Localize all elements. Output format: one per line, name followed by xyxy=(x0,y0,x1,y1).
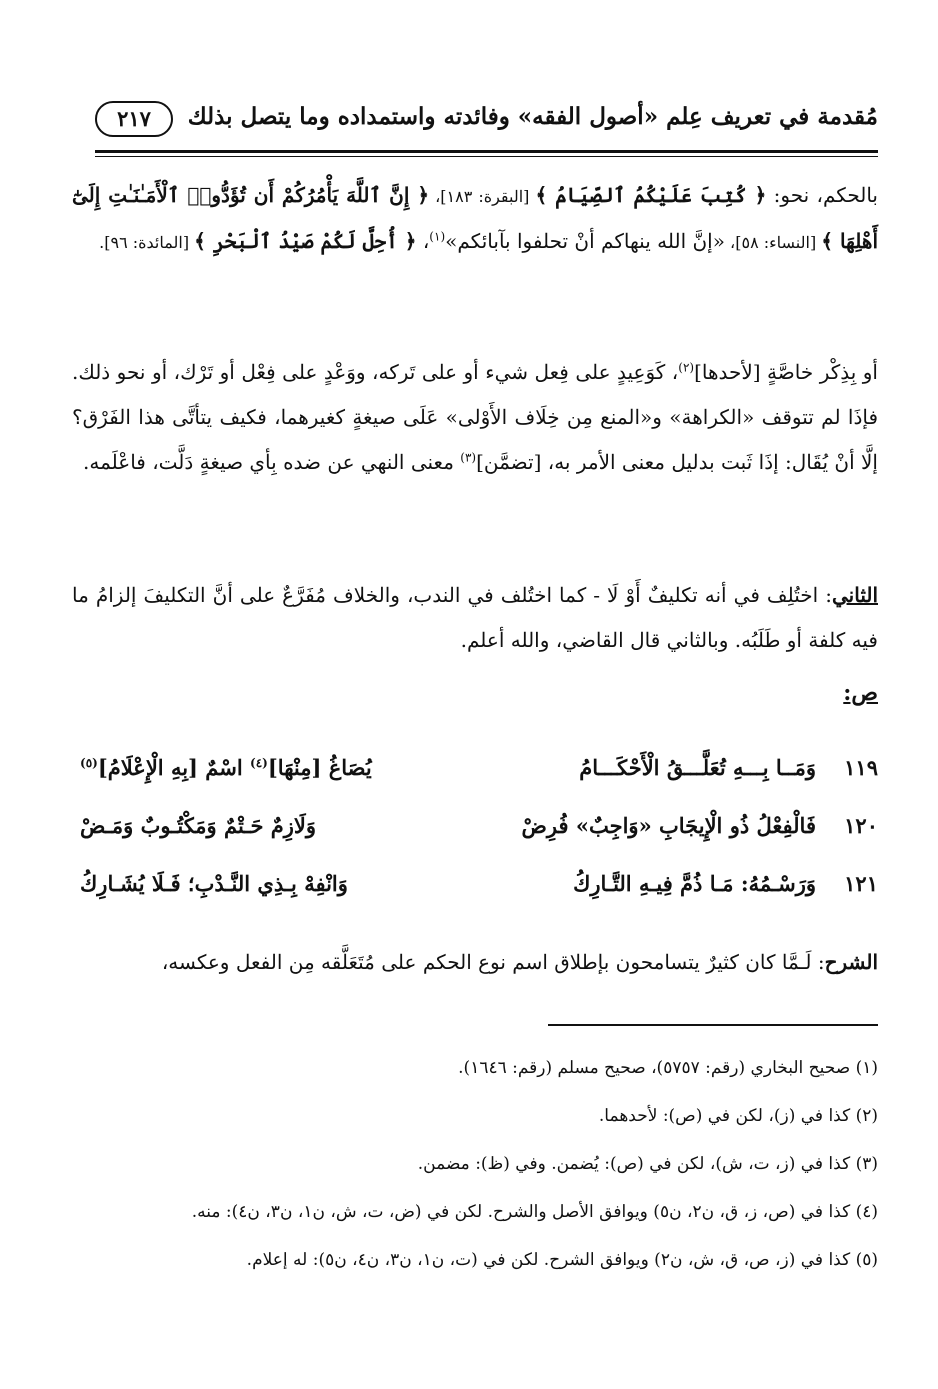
footnote-1: (١) صحيح البخاري (رقم: ٥٧٥٧)، صحيح مسلم (رقم: ١٦٤٦). xyxy=(458,1058,878,1078)
verse-first-hemistich: فَالْفِعْلُ ذُو الْإِيجَابِ «وَاجِبٌ» فُرِضْ xyxy=(521,813,816,838)
para2-text-2: ، كَوَعِيدٍ على فِعل شيء أو على تَركه، ووَعْدٍ على فِعْل أو تَرْك، أو نحو ذلك. فإذَا لم تتوقف «الكراهة» و«المنع مِن خِلَاف الأَوْلى» عَلَى صيغةٍ كغيرهما، فكيف يتأتَّى هذا الفَرْق؟ إلَّا أنْ يُقَال: إذَا ثَبت بدليل معنى الأمر به، [تضمَّن] xyxy=(72,360,878,474)
para3-lead: الثاني xyxy=(831,583,878,607)
footnote-marker-1: (١) xyxy=(429,229,446,244)
verse-second-hemistich xyxy=(80,755,372,780)
commentary-text: : لَـمَّا كان كثيرٌ يتسامحون بإطلاق اسم نوع الحكم على مُتَعَلَّقه مِن الفعل وعكسه، xyxy=(161,950,825,974)
verse-first-hemistich: وَرَسْـمُهُ: مَـا ذُمَّ فِيـهِ التَّـارِكُ xyxy=(573,871,816,896)
page-number: ٢١٧ xyxy=(95,101,173,137)
footnote-3: (٣) كذا في (ز، ت، ش)، لكن في (ص): يُضمن. وفي (ظ): مضمن. xyxy=(417,1154,878,1174)
verse-line xyxy=(80,745,878,803)
verse-second-hemistich: وَانْفِهْ بِـذِي النَّـدْبِ؛ فَـلَا يُشَـارِكُ xyxy=(80,871,348,896)
header-rule-thick xyxy=(95,150,878,153)
footnote-2: (٢) كذا في (ز)، لكن في (ص): لأحدهما. xyxy=(598,1106,878,1126)
para2-text-1: أو بِذِكْر خاصَّةٍ [لأحدها] xyxy=(694,360,878,384)
commentary-lead: الشرح xyxy=(824,950,878,974)
hadith-quote: «إنَّ الله ينهاكم أنْ تحلفوا بآبائكم» xyxy=(445,229,725,253)
quran-quote-3: ﴿ أُحِلَّ لَكُمْ صَيْدُ ٱلْبَحْرِ ﴾ xyxy=(194,229,417,253)
quran-quote-1: ﴿ كُتِبَ عَلَيْكُمُ ٱلصِّيَامُ ﴾ xyxy=(535,183,767,207)
surah-ref-1: [البقرة: ١٨٣]، xyxy=(429,187,536,206)
footnote-marker-3: (٣) xyxy=(460,450,477,465)
verse-second-hemistich: وَلَازِمٌ حَـتْمٌ وَمَكْتُـوبٌ وَمَـضْ xyxy=(80,813,317,838)
paragraph-1 xyxy=(72,173,878,265)
footnote-marker-2: (٢) xyxy=(678,360,695,375)
para1-text-3: ، xyxy=(416,229,430,253)
footnote-marker-4: (٤) xyxy=(250,756,268,770)
verse-number: ١١٩ xyxy=(844,755,878,780)
paragraph-2 xyxy=(72,350,878,485)
hemistich-part: اسْمٌ [بِهِ الْإِعْلَامُ] xyxy=(97,755,251,780)
verse-line xyxy=(80,803,878,861)
para1-text-1: بالحكم، نحو: xyxy=(766,183,878,207)
paragraph-3 xyxy=(72,573,878,663)
footnote-separator xyxy=(548,1024,878,1026)
running-header xyxy=(95,95,878,145)
commentary-paragraph xyxy=(60,940,878,985)
para3-text: : اختُلِف في أنه تكليفٌ أَوْ لَا - كما اختُلف في الندب، والخلاف مُفَرَّعٌ على أنَّ التكليفَ إلزامُ ما فيه كلفة أو طَلَبُه. وبالثاني قال القاضي، والله أعلم. xyxy=(72,583,878,652)
header-title: مُقدمة في تعريف عِلم «أصول الفقه» وفائدته واستمداده وما يتصل بذلك xyxy=(187,103,878,130)
hemistich-part: يُصَاغُ [مِنْهَا] xyxy=(267,755,372,780)
verse-line xyxy=(80,861,878,919)
matn-label: ص: xyxy=(843,680,878,706)
header-rule-thin xyxy=(95,156,878,157)
footnote-marker-5: (٥) xyxy=(80,756,98,770)
verse-number: ١٢١ xyxy=(844,871,878,896)
verse-first-hemistich: وَمَــا بِـــهِ تُعَلَّـــقُ الْأَحْكَـــامُ xyxy=(579,755,816,780)
para2-text-3: معنى النهي عن ضده بِأي صيغةٍ دَلَّت، فاعْلَمه. xyxy=(83,450,461,474)
poem-verses xyxy=(80,745,878,919)
surah-ref-2: [النساء: ٥٨]، xyxy=(724,233,822,252)
footnotes xyxy=(60,1058,878,1298)
verse-number: ١٢٠ xyxy=(844,813,878,838)
surah-ref-3: [المائدة: ٩٦]. xyxy=(99,233,195,252)
footnote-4: (٤) كذا في (ص، ز، ق، ن٢، ن٥) ويوافق الأصل والشرح. لكن في (ض، ت، ش، ن١، ن٣، ن٤): منه. xyxy=(191,1202,878,1222)
quran-quote-2: ﴿ إِنَّ ٱللَّهَ يَأْمُرُكُمْ أَن تُؤَدُّوا۟ ٱلْأَمَـٰنَـٰتِ إِلَىٰٓ أَهْلِهَا ﴾ xyxy=(72,183,878,253)
footnote-5: (٥) كذا في (ز، ص، ق، ش، ن٢) ويوافق الشرح. لكن في (ت، ن١، ن٣، ن٤، ن٥): له إعلام. xyxy=(246,1250,878,1270)
